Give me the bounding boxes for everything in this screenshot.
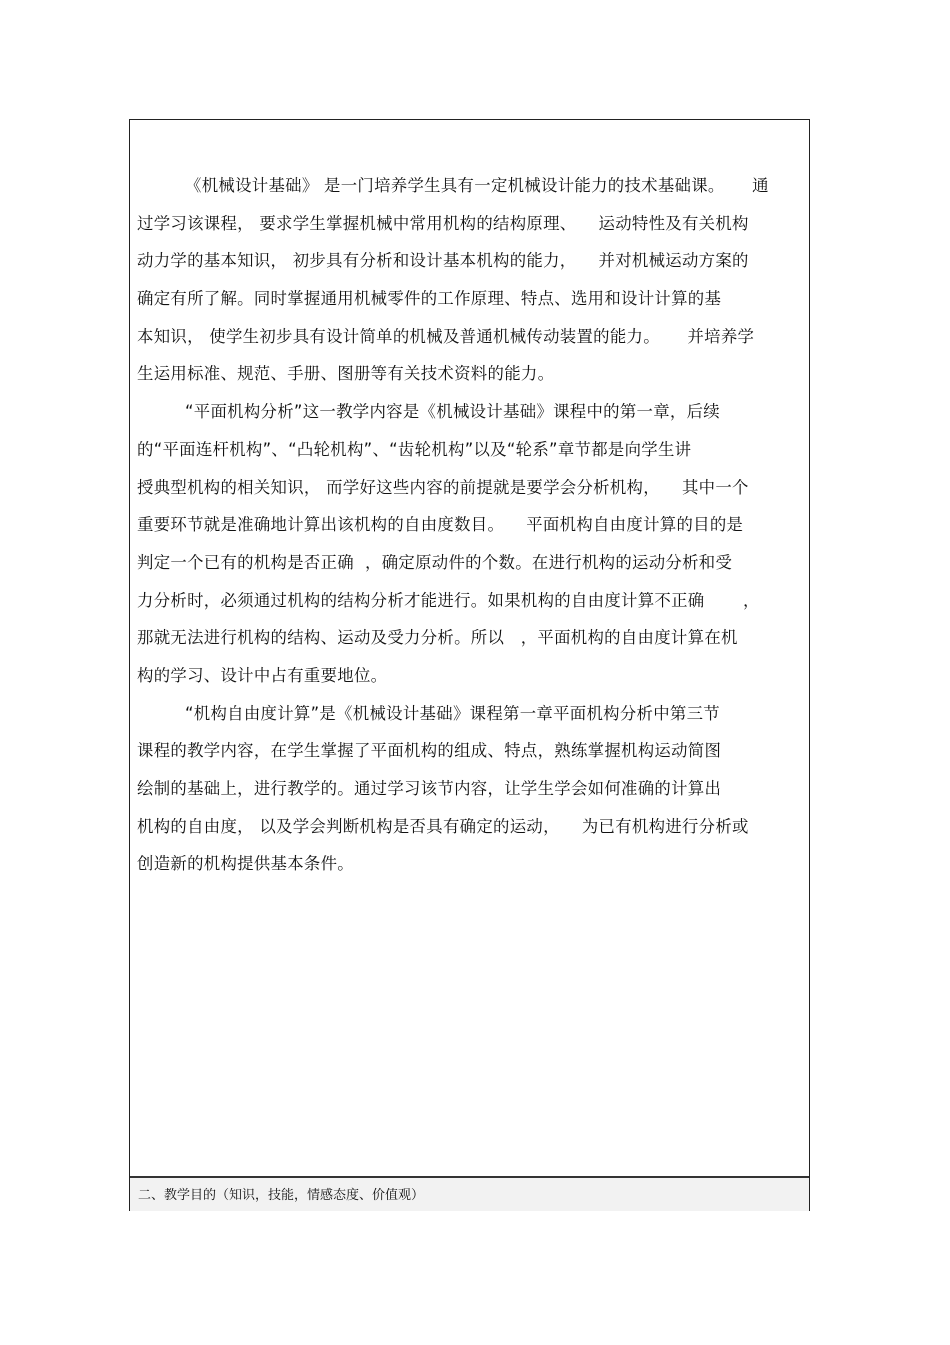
text-line: 力分析时，必须通过机构的结构分析才能进行。如果机构的自由度计算不正确 ， (137, 590, 760, 610)
text-line: 判定一个已有的机构是否正确 ，确定原动件的个数。在进行机构的运动分析和受 (137, 552, 733, 572)
text-line: 绘制的基础上，进行教学的。通过学习该节内容，让学生学会如何准确的计算出 (137, 779, 722, 798)
text-line: 的“平面连杆机构”、“凸轮机构”、“齿轮机构”以及“轮系”章节都是向学生讲 (137, 439, 692, 459)
text-line: 创造新的机构提供基本条件。 (137, 854, 354, 874)
section-header-label: 二、教学目的（知识，技能，情感态度、价值观） (138, 1188, 425, 1203)
text-line: 动力学的基本知识， 初步具有分析和设计基本机构的能力， 并对机械运动方案的 (137, 251, 749, 271)
text-line: 课程的教学内容，在学生掌握了平面机构的组成、特点，熟练掌握机构运动简图 (137, 741, 722, 761)
text-line: 本知识， 使学生初步具有设计简单的机械及普通机械传动装置的能力。 并培养学 (137, 326, 755, 346)
text-line: 重要环节就是准确地计算出该机构的自由度数目。 平面机构自由度计算的目的是 (137, 515, 744, 535)
paragraph-degree-of-freedom (137, 700, 805, 888)
section-header-teaching-goals (130, 1176, 809, 1211)
text-line: 《机械设计基础》 是一门培养学生具有一定机械设计能力的技术基础课。 通 (185, 176, 769, 195)
text-line: “平面机构分析”这一教学内容是《机械设计基础》课程中的第一章，后续 (185, 402, 720, 422)
text-line: “机构自由度计算”是《机械设计基础》课程第一章平面机构分析中第三节 (185, 703, 720, 723)
text-line: 过学习该课程， 要求学生掌握机械中常用机构的结构原理、 运动特性及有关机构 (137, 213, 749, 233)
text-line: 构的学习、设计中占有重要地位。 (137, 665, 388, 685)
paragraph-mechanism-analysis (137, 398, 805, 700)
text-line: 机构的自由度， 以及学会判断机构是否具有确定的运动， 为已有机构进行分析或 (137, 816, 749, 836)
text-line: 授典型机构的相关知识， 而学好这些内容的前提就是要学会分析机构， 其中一个 (137, 477, 749, 497)
intro-text-block (137, 172, 805, 888)
paragraph-course-intro (137, 172, 805, 398)
text-line: 确定有所了解。同时掌握通用机械零件的工作原理、特点、选用和设计计算的基 (137, 289, 722, 309)
text-line: 生运用标准、规范、手册、图册等有关技术资料的能力。 (137, 364, 555, 384)
text-line: 那就无法进行机构的结构、运动及受力分析。所以 ，平面机构的自由度计算在机 (137, 628, 738, 648)
